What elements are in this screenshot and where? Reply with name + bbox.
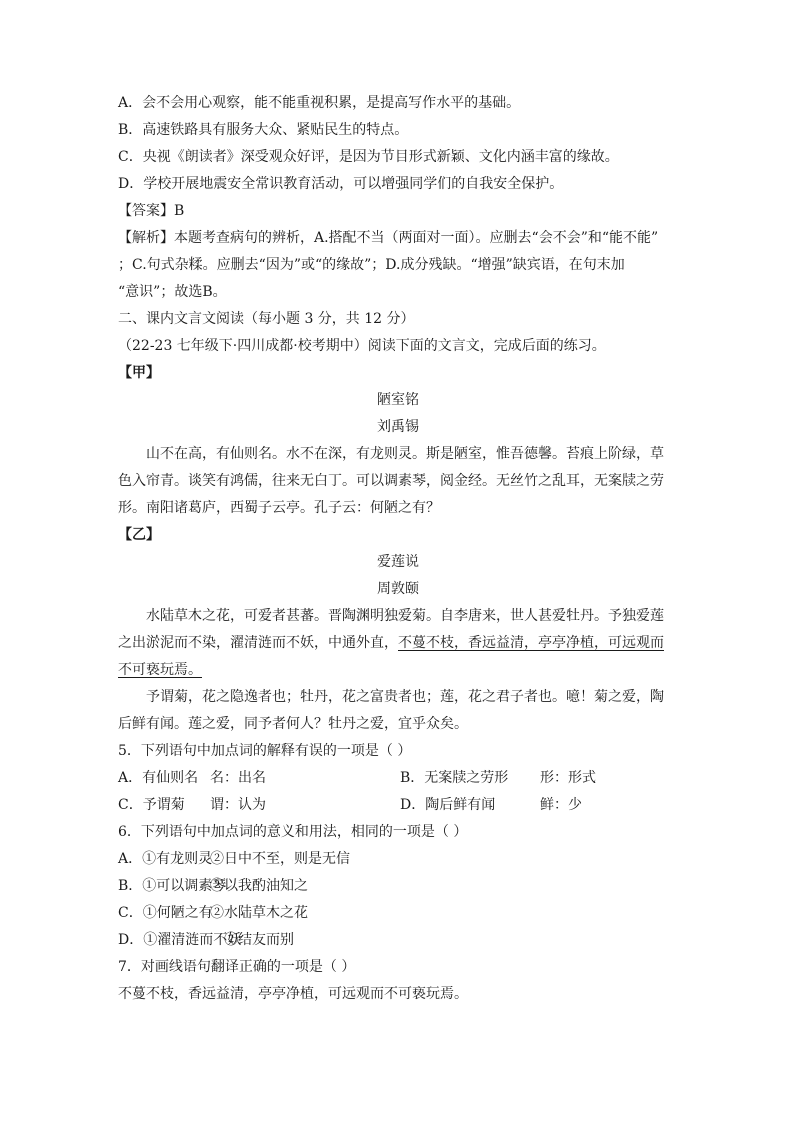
- passage-line: [118, 657, 678, 684]
- passage-tag-yi: 【乙】: [118, 527, 160, 543]
- answer: 【答案】B: [118, 203, 185, 219]
- question-5-row: [118, 792, 678, 819]
- question-5-stem: 5．下列语句中加点词的解释有误的一项是（ ）: [118, 743, 412, 759]
- passage-title-yi: 爱莲说: [377, 554, 419, 570]
- q6-right: ②以我酌油知之: [210, 878, 308, 894]
- underlined-sentence: 不可亵玩焉。: [118, 662, 202, 678]
- question-6-option: [118, 927, 678, 954]
- q6-right: ②水陆草木之花: [210, 905, 308, 921]
- question-5-row: [118, 765, 678, 792]
- section-heading: 二、课内文言文阅读（每小题 3 分，共 12 分）: [118, 311, 415, 327]
- q5-option: C．予谓菊: [118, 797, 185, 813]
- passage-author-yi: 周敦颐: [377, 581, 419, 597]
- passage-line: 水陆草木之花，可爱者甚蕃。晋陶渊明独爱菊。自李唐来，世人甚爱牡丹。予独爱莲: [146, 608, 664, 624]
- analysis-line: ；C.句式杂糅。应删去“因为”或“的缘故”；D.成分残缺。“增强”缺宾语，在句末加: [118, 257, 625, 273]
- option-c: C．央视《朗读者》深受观众好评，是因为节目形式新颖、文化内涵丰富的缘故。: [118, 149, 619, 165]
- q5-explanation: 名：出名: [210, 770, 266, 786]
- passage-title-jia: 陋室铭: [377, 392, 419, 408]
- question-6-option: [118, 846, 678, 873]
- section-source: （22-23 七年级下·四川成都·校考期中）阅读下面的文言文，完成后面的练习。: [118, 338, 606, 354]
- q5-option: B．无案牍之劳形: [400, 770, 509, 786]
- passage-line: [118, 630, 678, 657]
- analysis-line: “意识”；故选B。: [118, 284, 227, 300]
- option-d: D．学校开展地震安全常识教育活动，可以增强同学们的自我安全保护。: [118, 176, 564, 192]
- passage-line: 山不在高，有仙则名。水不在深，有龙则灵。斯是陋室，惟吾德馨。苔痕上阶绿，草: [146, 446, 664, 462]
- q5-explanation: 鲜：少: [540, 797, 582, 813]
- option-b: B．高速铁路具有服务大众、紧贴民生的特点。: [118, 122, 409, 138]
- underlined-sentence: 不蔓不枝，香远益清，亭亭净植，可远观而: [398, 635, 664, 651]
- q6-left: B．①可以调素琴: [118, 878, 227, 894]
- q6-left: D．①濯清涟而不妖: [118, 932, 242, 948]
- q6-left: C．①何陋之有: [118, 905, 213, 921]
- passage-line: 形。南阳诸葛庐，西蜀子云亭。孔子云：何陋之有？: [118, 500, 440, 516]
- passage-line: 色入帘青。谈笑有鸿儒，往来无白丁。可以调素琴，阅金经。无丝竹之乱耳，无案牍之劳: [118, 473, 664, 489]
- q6-right: ②日中不至，则是无信: [210, 851, 350, 867]
- passage-line: 予谓菊，花之隐逸者也；牡丹，花之富贵者也；莲，花之君子者也。噫！菊之爱，陶: [146, 689, 664, 705]
- option-a: A．会不会用心观察，能不能重视积累，是提高写作水平的基础。: [118, 95, 521, 111]
- question-6-option: [118, 900, 678, 927]
- q6-right: ②结友而别: [224, 932, 294, 948]
- question-7-sentence: 不蔓不枝，香远益清，亭亭净植，可远观而不可亵玩焉。: [118, 986, 468, 1002]
- q6-left: A．①有龙则灵: [118, 851, 213, 867]
- q5-explanation: 谓：认为: [210, 797, 266, 813]
- passage-text: 之出淤泥而不染，濯清涟而不妖，中通外直，: [118, 635, 398, 651]
- question-6-option: [118, 873, 678, 900]
- question-7-stem: 7．对画线语句翻译正确的一项是（ ）: [118, 959, 356, 975]
- document-page: [118, 90, 678, 1008]
- q5-explanation: 形：形式: [540, 770, 596, 786]
- q5-option: D．陶后鲜有闻: [400, 797, 496, 813]
- passage-author-jia: 刘禹锡: [377, 419, 419, 435]
- passage-line: 后鲜有闻。莲之爱，同予者何人？牡丹之爱，宜乎众矣。: [118, 716, 468, 732]
- q5-option: A．有仙则名: [118, 770, 199, 786]
- question-6-stem: 6．下列语句中加点词的意义和用法，相同的一项是（ ）: [118, 824, 468, 840]
- analysis-line: 【解析】本题考查病句的辨析，A.搭配不当（两面对一面）。应删去“会不会”和“能不能”: [118, 230, 659, 246]
- passage-tag-jia: 【甲】: [118, 365, 160, 381]
